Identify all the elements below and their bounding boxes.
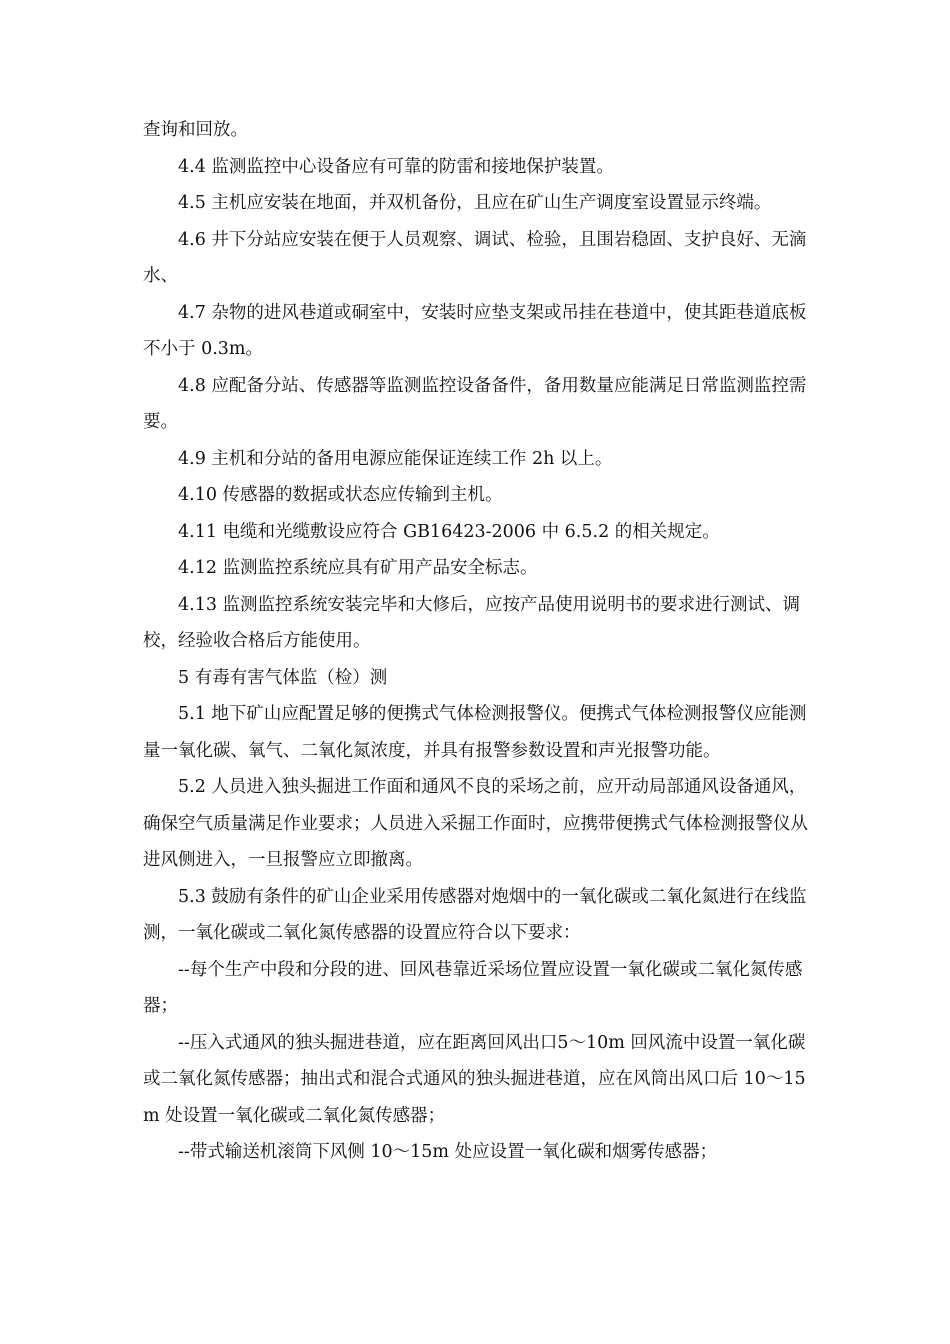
list-item-production-level: --每个生产中段和分段的进、回风巷靠近采场位置应设置一氧化碳或二氧化氮传感器； (143, 959, 803, 1016)
paragraph-4-11: 4.11 电缆和光缆敷设应符合 GB16423-2006 中 6.5.2 的相关规定。 (178, 521, 720, 542)
document-body (143, 112, 808, 1171)
paragraph-5-1: 5.1 地下矿山应配置足够的便携式气体检测报警仪。便携式气体检测报警仪应能测量一氧化碳、氧气、二氧化氮浓度，并具有报警参数设置和声光报警功能。 (143, 704, 807, 761)
paragraph-4-13: 4.13 监测监控系统安装完毕和大修后，应按产品使用说明书的要求进行测试、调校，经验收合格后方能使用。 (143, 594, 801, 651)
paragraph-4-4: 4.4 监测监控中心设备应有可靠的防雷和接地保护装置。 (178, 156, 614, 177)
section-heading-5: 5 有毒有害气体监（检）测 (178, 667, 388, 688)
list-item-forced-ventilation: --压入式通风的独头掘进巷道，应在距离回风出口5～10m 回风流中设置一氧化碳或二氧化氮传感器；抽出式和混合式通风的独头掘进巷道，应在风筒出风口后 10～15m 处设置一氧化碳或二氧化氮传感器； (143, 1032, 806, 1126)
paragraph-4-7: 4.7 杂物的进风巷道或硐室中，安装时应垫支架或吊挂在巷道中，使其距巷道底板不小于 0.3m。 (143, 302, 807, 359)
paragraph-5-2: 5.2 人员进入独头掘进工作面和通风不良的采场之前，应开动局部通风设备通风，确保空气质量满足作业要求；人员进入采掘工作面时，应携带便携式气体检测报警仪从进风侧进入，一旦报警应立即撤离。 (143, 777, 808, 870)
paragraph-continuation: 查询和回放。 (143, 120, 248, 140)
paragraph-4-10: 4.10 传感器的数据或状态应传输到主机。 (178, 485, 503, 505)
paragraph-4-9: 4.9 主机和分站的备用电源应能保证连续工作 2h 以上。 (178, 448, 613, 469)
paragraph-4-12: 4.12 监测监控系统应具有矿用产品安全标志。 (178, 558, 538, 578)
paragraph-4-5: 4.5 主机应安装在地面，并双机备份，且应在矿山生产调度室设置显示终端。 (178, 193, 772, 213)
list-item-belt-conveyor: --带式输送机滚筒下风侧 10～15m 处应设置一氧化碳和烟雾传感器； (178, 1142, 718, 1162)
paragraph-4-8: 4.8 应配备分站、传感器等监测监控设备备件，备用数量应能满足日常监测监控需要。 (143, 375, 807, 432)
paragraph-4-6: 4.6 井下分站应安装在便于人员观察、调试、检验，且围岩稳固、支护良好、无滴水、 (143, 229, 807, 286)
paragraph-5-3: 5.3 鼓励有条件的矿山企业采用传感器对炮烟中的一氧化碳或二氧化氮进行在线监测，一氧化碳或二氧化氮传感器的设置应符合以下要求： (143, 886, 807, 943)
